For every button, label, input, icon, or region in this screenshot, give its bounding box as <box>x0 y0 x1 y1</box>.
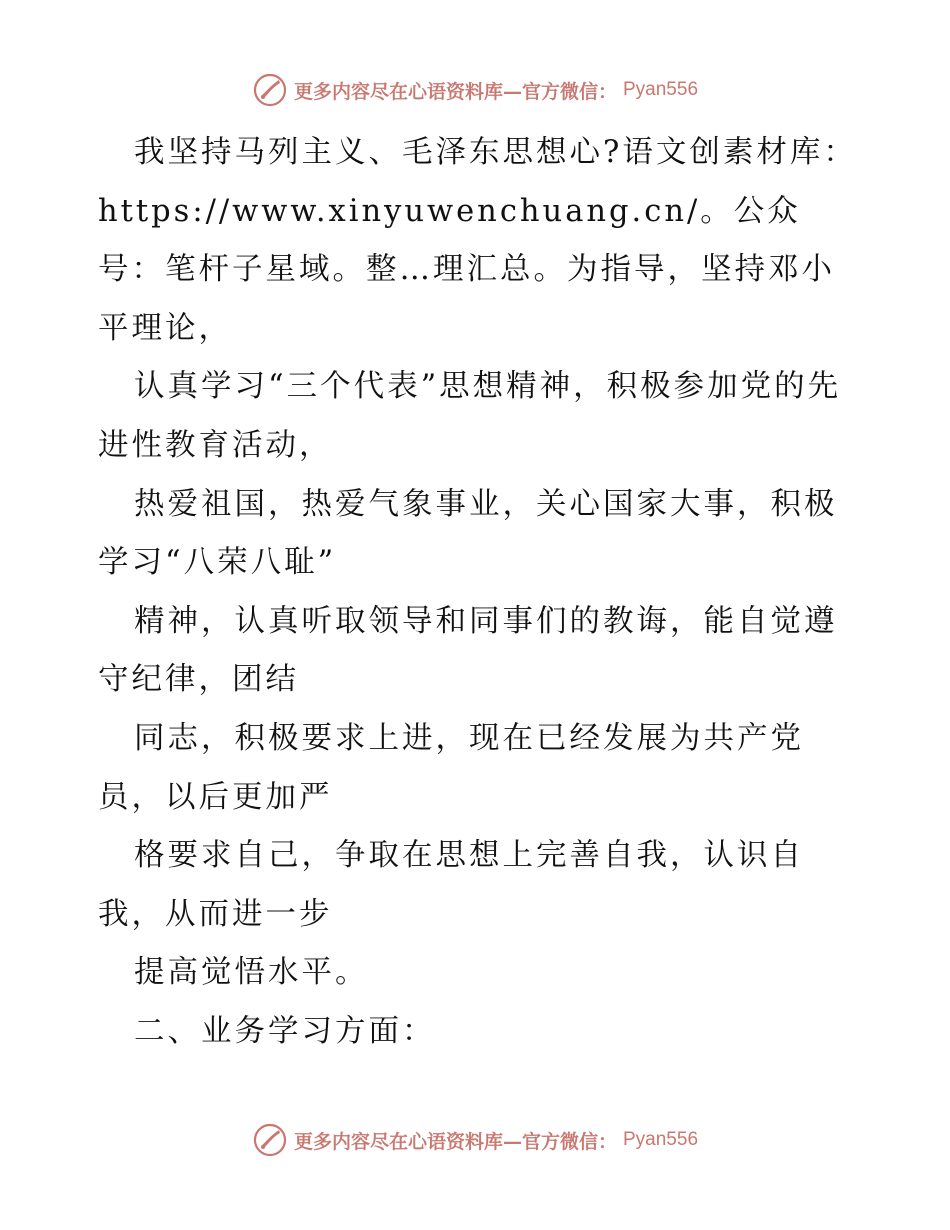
footer-banner <box>0 1120 950 1160</box>
document-body <box>98 124 858 1062</box>
paragraph: 热爱祖国，热爱气象事业，关心国家大事，积极学习“八荣八耻” <box>98 486 838 581</box>
footer-wechat-id: Pyan556 <box>623 1129 699 1150</box>
paragraph: 提高觉悟水平。 <box>134 955 369 991</box>
paragraph: 格要求自己，争取在思想上完善自我，认识自我，从而进一步 <box>98 838 804 932</box>
paragraph: 精神，认真听取领导和同事们的教诲，能自觉遵守纪律，团结 <box>98 603 838 698</box>
header-wechat-id: Pyan556 <box>623 79 699 100</box>
header-banner <box>0 70 950 110</box>
pen-logo-icon <box>252 1122 288 1158</box>
pen-logo-icon <box>252 72 288 108</box>
header-banner-text: 更多内容尽在心语资料库—官方微信： <box>293 80 617 103</box>
paragraph: 同志，积极要求上进，现在已经发展为共产党员，以后更加严 <box>98 720 804 815</box>
paragraph: 认真学习“三个代表”思想精神，积极参加党的先进性教育活动， <box>98 369 842 463</box>
paragraph: 我坚持马列主义、毛泽东思想心?语文创素材库：https://www.xinyuwenchuang.cn/。公众号：笔杆子星域。整…理汇总。为指导，坚持邓小平理论， <box>98 135 857 346</box>
section-heading: 二、业务学习方面： <box>134 1013 436 1049</box>
footer-banner-text: 更多内容尽在心语资料库—官方微信： <box>293 1130 617 1153</box>
